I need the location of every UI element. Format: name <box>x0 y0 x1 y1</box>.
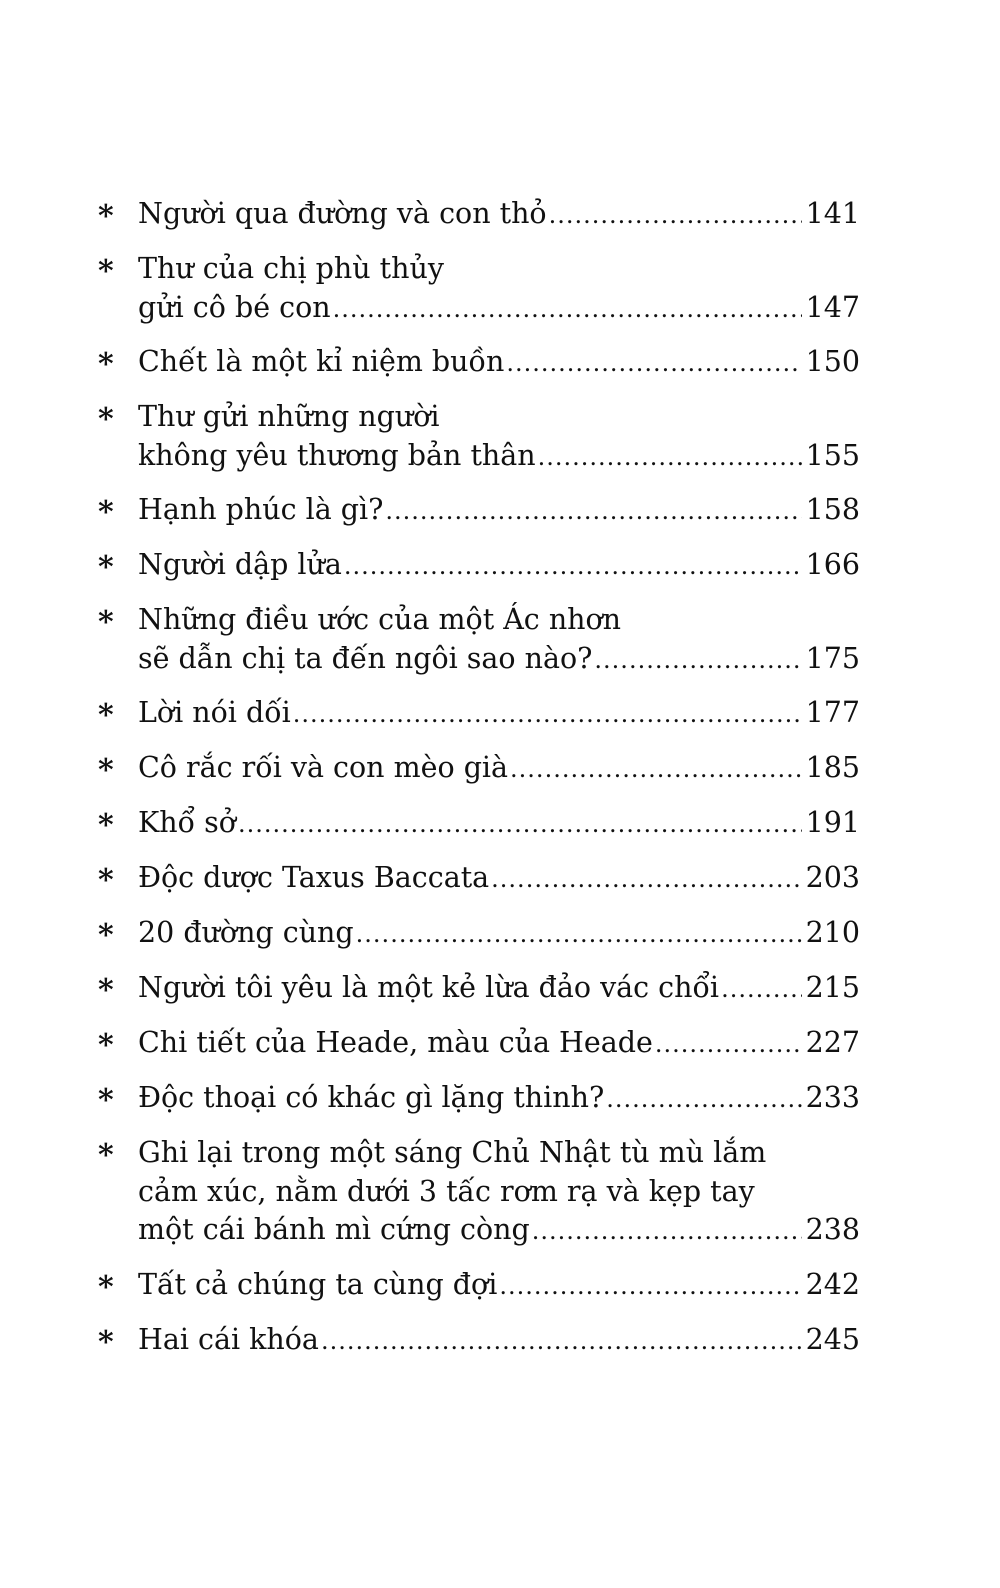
toc-entry-last-line <box>138 546 860 586</box>
toc-entry <box>98 694 860 734</box>
asterisk-bullet-icon: * <box>98 254 114 289</box>
toc-entry <box>98 343 860 383</box>
dot-leader <box>532 1212 802 1251</box>
toc-entry-body <box>138 1024 860 1064</box>
toc-entry <box>98 250 860 328</box>
toc-entry-body <box>138 1134 860 1251</box>
toc-entry-body <box>138 1266 860 1306</box>
toc-page-number: 203 <box>805 861 860 894</box>
toc-entry-title-line: Độc dược Taxus Baccata <box>138 861 490 894</box>
toc-entry-title-line: Người dập lửa <box>138 548 342 581</box>
toc-entry <box>98 1321 860 1361</box>
toc-entry-title-line: Hai cái khóa <box>138 1322 319 1356</box>
toc-entry-last-line <box>138 343 860 383</box>
asterisk-bullet-icon: * <box>98 698 114 733</box>
toc-entry-title-line: Tất cả chúng ta cùng đợi <box>138 1267 498 1301</box>
toc-entry <box>98 546 860 586</box>
dot-leader <box>538 438 802 477</box>
toc-entry-title-line: Người qua đường và con thỏ <box>138 197 547 230</box>
toc-entry-last-line <box>138 969 860 1009</box>
dot-leader <box>356 915 802 954</box>
toc-entry-last-line <box>138 640 860 680</box>
asterisk-bullet-icon: * <box>98 808 114 843</box>
toc-entry-title-line: Chết là một kỉ niệm buồn <box>138 345 505 378</box>
dot-leader <box>499 1267 801 1306</box>
table-of-contents <box>98 195 860 1376</box>
toc-entry <box>98 1024 860 1064</box>
asterisk-bullet-icon: * <box>98 605 114 640</box>
toc-entry <box>98 804 860 844</box>
toc-entry-last-line <box>138 1266 860 1306</box>
toc-entry-title-line: Người tôi yêu là một kẻ lừa đảo vác chổi <box>138 971 720 1004</box>
toc-entry <box>98 914 860 954</box>
toc-entry-body <box>138 1321 860 1361</box>
toc-entry-body <box>138 749 860 789</box>
asterisk-bullet-icon: * <box>98 550 114 585</box>
toc-entry-body <box>138 601 860 679</box>
dot-leader <box>549 196 802 235</box>
toc-page-number: 141 <box>805 197 860 230</box>
toc-entry-body <box>138 195 860 235</box>
toc-entry-body <box>138 398 860 476</box>
toc-entry <box>98 1134 860 1251</box>
toc-entry <box>98 749 860 789</box>
dot-leader <box>510 750 802 789</box>
toc-entry-last-line <box>138 289 860 329</box>
asterisk-bullet-icon: * <box>98 402 114 437</box>
toc-entry-last-line <box>138 694 860 734</box>
toc-page-number: 150 <box>805 345 860 378</box>
asterisk-bullet-icon: * <box>98 1269 114 1305</box>
toc-page-number: 147 <box>805 290 860 324</box>
toc-entry-body <box>138 804 860 844</box>
toc-entry-body <box>138 969 860 1009</box>
toc-page-number: 245 <box>805 1322 860 1356</box>
toc-entry-title-line: Lời nói dối <box>138 696 291 729</box>
toc-entry-last-line <box>138 491 860 531</box>
toc-page-number: 238 <box>805 1213 860 1246</box>
toc-entry-last-line <box>138 914 860 954</box>
toc-entry <box>98 1266 860 1306</box>
toc-page-number: 185 <box>805 751 860 784</box>
asterisk-bullet-icon: * <box>98 1083 114 1118</box>
toc-page-number: 175 <box>805 641 860 675</box>
dot-leader <box>655 1025 802 1064</box>
asterisk-bullet-icon: * <box>98 973 114 1008</box>
dot-leader <box>344 547 802 586</box>
toc-entry-body <box>138 250 860 328</box>
toc-entry-body <box>138 1079 860 1119</box>
dot-leader <box>506 344 801 383</box>
toc-entry-last-line <box>138 195 860 235</box>
toc-page-number: 177 <box>805 696 860 729</box>
asterisk-bullet-icon: * <box>98 1138 114 1173</box>
dot-leader <box>333 290 802 329</box>
toc-entry-last-line <box>138 437 860 477</box>
toc-entry-title-line: cảm xúc, nằm dưới 3 tấc rơm rạ và kẹp tay <box>138 1174 755 1208</box>
toc-entry-title-line: Chi tiết của Heade, màu của Heade <box>138 1026 653 1059</box>
toc-entry-body <box>138 343 860 383</box>
toc-page-number: 155 <box>805 438 860 472</box>
dot-leader <box>594 641 801 680</box>
dot-leader <box>321 1322 802 1361</box>
asterisk-bullet-icon: * <box>98 495 114 530</box>
toc-page-number: 166 <box>805 548 860 581</box>
toc-entry-last-line <box>138 1211 860 1251</box>
toc-page-number: 242 <box>805 1267 860 1301</box>
toc-page-number: 215 <box>805 971 860 1004</box>
asterisk-bullet-icon: * <box>98 199 114 234</box>
toc-entry-body <box>138 914 860 954</box>
toc-entry-body <box>138 546 860 586</box>
toc-entry-title-line: Hạnh phúc là gì? <box>138 493 384 526</box>
toc-entry-title-line: một cái bánh mì cứng còng <box>138 1213 530 1246</box>
toc-entry-last-line <box>138 1079 860 1119</box>
toc-page-number: 191 <box>805 806 860 839</box>
toc-entry-title-line: gửi cô bé con <box>138 290 331 324</box>
toc-entry-last-line <box>138 804 860 844</box>
toc-entry-body <box>138 859 860 899</box>
toc-entry <box>98 601 860 679</box>
toc-entry-last-line <box>138 1024 860 1064</box>
dot-leader <box>385 492 801 531</box>
toc-entry <box>98 1079 860 1119</box>
toc-entry-title-line: Ghi lại trong một sáng Chủ Nhật tù mù lắm <box>138 1136 767 1169</box>
toc-entry <box>98 398 860 476</box>
toc-page-number: 233 <box>805 1081 860 1114</box>
toc-entry-last-line <box>138 1321 860 1361</box>
toc-entry <box>98 195 860 235</box>
toc-entry-last-line <box>138 749 860 789</box>
toc-entry-body <box>138 694 860 734</box>
dot-leader <box>721 970 802 1009</box>
toc-entry-title-line: Thư của chị phù thủy <box>138 252 444 285</box>
toc-entry-title-line: Những điều ước của một Ác nhơn <box>138 603 622 636</box>
dot-leader <box>606 1080 801 1119</box>
asterisk-bullet-icon: * <box>98 1028 114 1063</box>
toc-entry-title-line: Cô rắc rối và con mèo già <box>138 751 509 784</box>
toc-entry-title-line: sẽ dẫn chị ta đến ngôi sao nào? <box>138 641 593 675</box>
toc-page-number: 210 <box>805 916 860 949</box>
toc-entry-title-line: Thư gửi những người <box>138 400 440 433</box>
toc-page-number: 227 <box>805 1026 860 1059</box>
dot-leader <box>491 860 801 899</box>
toc-entry-title-line: Độc thoại có khác gì lặng thinh? <box>138 1081 605 1114</box>
asterisk-bullet-icon: * <box>98 918 114 953</box>
dot-leader <box>238 805 802 844</box>
asterisk-bullet-icon: * <box>98 863 114 898</box>
toc-entry-title-line: 20 đường cùng <box>138 916 354 949</box>
dot-leader <box>293 695 802 734</box>
toc-entry-last-line <box>138 859 860 899</box>
toc-entry-body <box>138 491 860 531</box>
toc-entry <box>98 859 860 899</box>
asterisk-bullet-icon: * <box>98 347 114 382</box>
toc-entry-title-line: Khổ sở <box>138 806 236 839</box>
asterisk-bullet-icon: * <box>98 753 114 788</box>
toc-entry <box>98 491 860 531</box>
toc-entry <box>98 969 860 1009</box>
toc-page-number: 158 <box>805 493 860 526</box>
asterisk-bullet-icon: * <box>98 1324 114 1360</box>
toc-entry-title-line: không yêu thương bản thân <box>138 438 536 472</box>
